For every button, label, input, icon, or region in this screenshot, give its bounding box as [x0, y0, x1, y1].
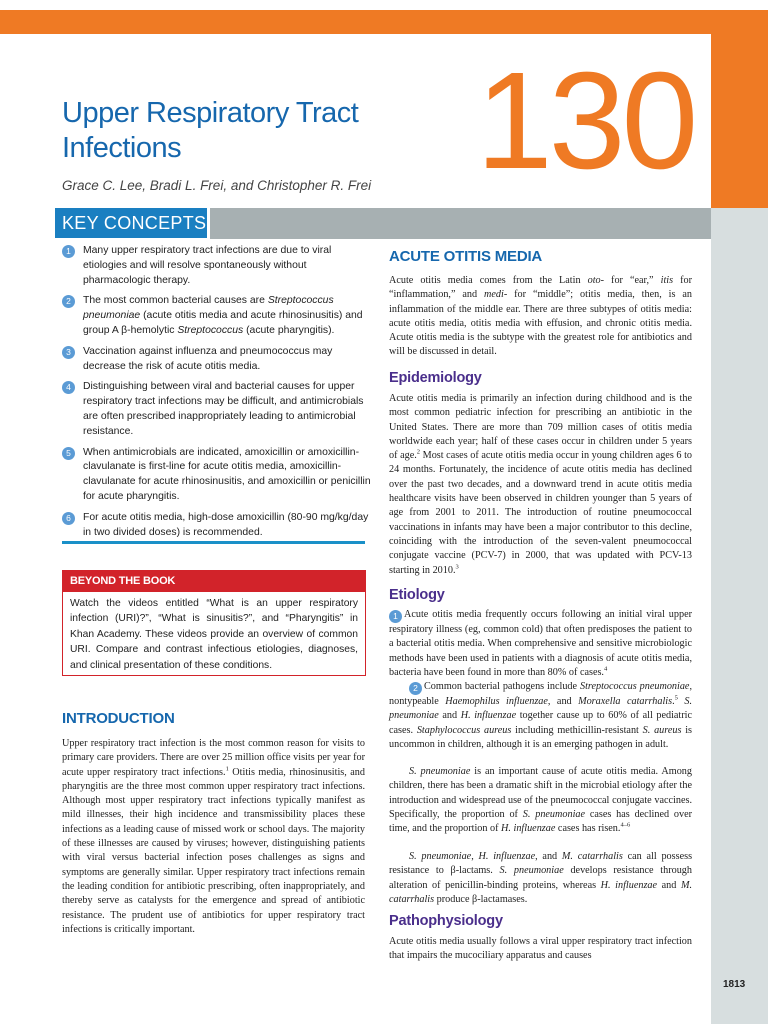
reference-superscript: 4 [603, 665, 608, 673]
reference-superscript: 1 [225, 765, 229, 773]
key-concept-text: Vaccination against influenza and pneumococcus may decrease the risk of acute otitis media. [83, 345, 333, 372]
key-concept-item [62, 345, 372, 375]
body-text-italic: H. influenzae [460, 710, 517, 722]
chapter-title [62, 96, 358, 166]
key-concept-text: (acute pharyngitis). [243, 324, 335, 336]
body-text: together cause up to 60% of all pediatric cases. [389, 710, 693, 736]
body-text: for “inflammation,” and [389, 275, 692, 301]
body-text: can all possess resistance to β-lactams. [389, 851, 693, 877]
chapter-title-line2: Infections [62, 132, 182, 164]
introduction-text: Otitis media, rhinosinusitis, and pharyngitis are the three most common upper respiratory tract infections. Although most upper respiratory tract infections typically manifest as mild illnesses, their high incidence and transmissibility places these infections as a leading cause of missed work or school days. The majority of these illnesses are caused by viruses; however, distinguishing patients with viral versus bacterial infection poses challenges as signs and symptoms are generally similar. Upper respiratory tract infections remain the leading condition for antibiotic prescribing, often inappropriately, and thereby serve as catalysts for the emergence and spread of antibiotic resistance. The prudent use of antibiotics for upper respiratory tract infections is critically important. [62, 766, 365, 935]
body-text-italic: Haemophilus influenzae [445, 696, 548, 707]
pathophysiology-heading: Pathophysiology [389, 913, 503, 929]
body-text: develops resistance through alteration of penicillin-binding proteins, whereas [389, 865, 692, 891]
body-text: . [672, 696, 675, 707]
body-text-italic: Staphylococcus aureus [416, 724, 512, 736]
body-text: , and [535, 851, 562, 862]
page-number: 1813 [723, 979, 746, 990]
body-text: , and [547, 696, 579, 707]
body-text: Most cases of acute otitis media occur in young children ages 6 to 24 months. Fortunately, the incidence of acute otitis media has declined over the past two decades, and a downward trend in acute otitis media healthcare visits have been observed in children younger than 5 years of age from 2001 to 2011. The introduction of routine pneumococcal vaccinations in infants may have been a major contributor to this decline, coinciding with the introduction of the seven-valent pneumococcal conjugate vaccine (PCV-7) in 2000, that was updated with PCV-13 starting in 2010. [389, 450, 693, 576]
top-orange-bar [0, 10, 768, 34]
reference-superscript: 2 [416, 448, 421, 456]
reference-superscript: 5 [674, 694, 678, 702]
body-text: is uncommon in children, although it is an emerging pathogen in adult. [389, 724, 693, 750]
introduction-paragraph [62, 737, 365, 937]
etiology-paragraph-3 [389, 765, 692, 836]
reference-superscript: 4–6 [620, 821, 631, 829]
etiology-paragraph-2 [389, 680, 692, 752]
beyond-the-book-heading: BEYOND THE BOOK [63, 571, 365, 592]
number-circle-icon: 5 [62, 447, 75, 460]
key-concept-text-italic: Streptococcus [177, 324, 244, 336]
etiology-paragraph-1 [389, 608, 692, 680]
body-text: for “ear,” [604, 275, 661, 286]
body-text-italic: S. pneumoniae [409, 766, 471, 777]
body-text: Acute otitis media comes from the Latin [389, 275, 588, 286]
reference-superscript: 3 [455, 563, 459, 571]
body-text-italic: S. pneumoniae [499, 865, 564, 877]
body-text-italic: itis [660, 275, 674, 286]
body-text-italic: oto- [587, 275, 605, 286]
body-text-italic: Moraxella catarrhalis [578, 696, 673, 707]
body-text-italic: S. aureus [642, 724, 682, 736]
key-concept-item [62, 446, 372, 505]
pathophysiology-paragraph: Acute otitis media usually follows a viral upper respiratory tract infection that impairs the mucociliary apparatus and causes [389, 936, 692, 962]
etiology-paragraph-4 [389, 850, 692, 907]
body-text-italic: S. pneumoniae [389, 696, 692, 722]
body-text: Acute otitis media is primarily an infection during childhood and is the most common pediatric infection for prescribing an antibiotic in the United States. There are more than 709 million cases of otitis media worldwide each year; half of these cases occur in children under 5 years of age. [389, 393, 692, 462]
gray-header-band [210, 208, 711, 239]
body-text: , [471, 851, 479, 862]
epidemiology-paragraph [389, 392, 692, 578]
etiology-heading: Etiology [389, 587, 445, 603]
key-concept-text: Many upper respiratory tract infections are due to viral etiologies and will resolve spontaneously without pharmacologic therapy. [83, 245, 332, 286]
body-text: , nontypeable [389, 681, 692, 707]
body-text-italic: M. catarrhalis [389, 879, 692, 905]
body-text-italic: M. catarrhalis [561, 851, 623, 862]
body-text: including methicillin-resistant [511, 724, 643, 736]
number-circle-icon: 2 [62, 295, 75, 308]
key-concept-text: The most common bacterial causes are [83, 295, 268, 307]
introduction-heading: INTRODUCTION [62, 710, 175, 727]
number-circle-icon: 4 [62, 381, 75, 394]
key-concept-item [62, 244, 372, 288]
side-gray-bar [711, 208, 768, 1024]
chapter-number: 130 [476, 44, 695, 198]
body-text-italic: S. pneumoniae [522, 808, 586, 820]
key-concept-item [62, 294, 372, 338]
key-concept-marker-icon: 2 [409, 682, 422, 695]
key-concepts-heading: KEY CONCEPTS [55, 208, 207, 238]
key-concept-item [62, 511, 372, 541]
body-text: Acute otitis media frequently occurs following an initial viral upper respiratory illness (eg, common cold) that often predisposes the patient to a bacterial otitis media. When comprehensive and sensitive microbiologic methods have been used in patients with a diagnosis of acute otitis media, bacteria have been found in more than 80% of cases. [389, 609, 692, 678]
body-text: produce β-lactamases. [434, 893, 528, 905]
number-circle-icon: 6 [62, 512, 75, 525]
body-text: Common bacterial pathogens include [424, 681, 580, 692]
key-concept-text: Distinguishing between viral and bacterial causes for upper respiratory tract infections may be difficult, and antimicrobials are often prescribed inappropriately leading to antimicrobial resistance. [83, 381, 364, 437]
body-text: cases has risen. [555, 823, 621, 835]
chapter-orange-tab [711, 10, 768, 208]
body-text: and [657, 879, 681, 891]
body-text: for “middle”; otitis media, then, is an inflammation of the middle ear. There are three subtypes of otitis media: acute otitis media, otitis media with effusion, and chronic otitis media. Acute otitis media is the subtype with the greatest role for antibiotics and will be discussed in detail. [389, 289, 693, 358]
key-concepts-divider [62, 541, 365, 544]
key-concept-text-italic: Streptococcus pneumoniae [83, 295, 334, 322]
body-text-italic: medi- [484, 289, 508, 301]
key-concept-text: When antimicrobials are indicated, amoxicillin or amoxicillin-clavulanate is first-line for acute otitis media, amoxicillin-clavulanate for acute rhinosinusitis, and amoxicillin or penicillin for acute pharyngitis. [83, 446, 371, 502]
body-text: cases has declined over time, and the proportion of [389, 808, 692, 835]
body-text-italic: Streptococcus pneumoniae [579, 681, 690, 692]
key-concept-item [62, 380, 372, 439]
acute-otitis-media-paragraph [389, 274, 692, 360]
body-text-italic: H. influenzae [501, 823, 556, 835]
key-concepts-list [62, 244, 372, 546]
chapter-title-line1: Upper Respiratory Tract [62, 97, 359, 129]
key-concept-text: For acute otitis media, high-dose amoxicillin (80-90 mg/kg/day in two divided doses) is recommended. [83, 511, 369, 538]
body-text: is an important cause of acute otitis media. Among children, there has been a dramatic shift in the microbial etiology after the introduction and widespread use of the pneumococcal conjugate vaccines. Specifically, the proportion of [389, 766, 692, 820]
body-text-italic: H. influenzae [478, 851, 536, 862]
epidemiology-heading: Epidemiology [389, 370, 482, 386]
body-text: and [438, 710, 461, 722]
beyond-the-book-text: Watch the videos entitled “What is an upper respiratory infection (URI)?”, “What is sinusitis?”, and “Pharyngitis” in Khan Academy. These videos provide an overview of common URI. Compare and contrast infectious etiologies, diagnoses, and clinical presentation of these conditions. [70, 598, 358, 671]
key-concept-marker-icon: 1 [389, 610, 402, 623]
beyond-the-book-box [62, 570, 366, 676]
number-circle-icon: 3 [62, 346, 75, 359]
body-text-italic: H. influenzae [600, 879, 658, 891]
number-circle-icon: 1 [62, 245, 75, 258]
body-text-italic: S. pneumoniae [409, 851, 472, 862]
key-concept-text: (acute otitis media and acute rhinosinusitis) and group A β-hemolytic [83, 310, 363, 336]
introduction-text: Upper respiratory tract infection is the most common reason for visits to primary care providers. There are over 25 million office visits per year for acute upper respiratory tract infections. [62, 738, 365, 778]
chapter-authors: Grace C. Lee, Bradi L. Frei, and Christopher R. Frei [62, 178, 372, 193]
acute-otitis-media-heading: ACUTE OTITIS MEDIA [389, 248, 543, 265]
